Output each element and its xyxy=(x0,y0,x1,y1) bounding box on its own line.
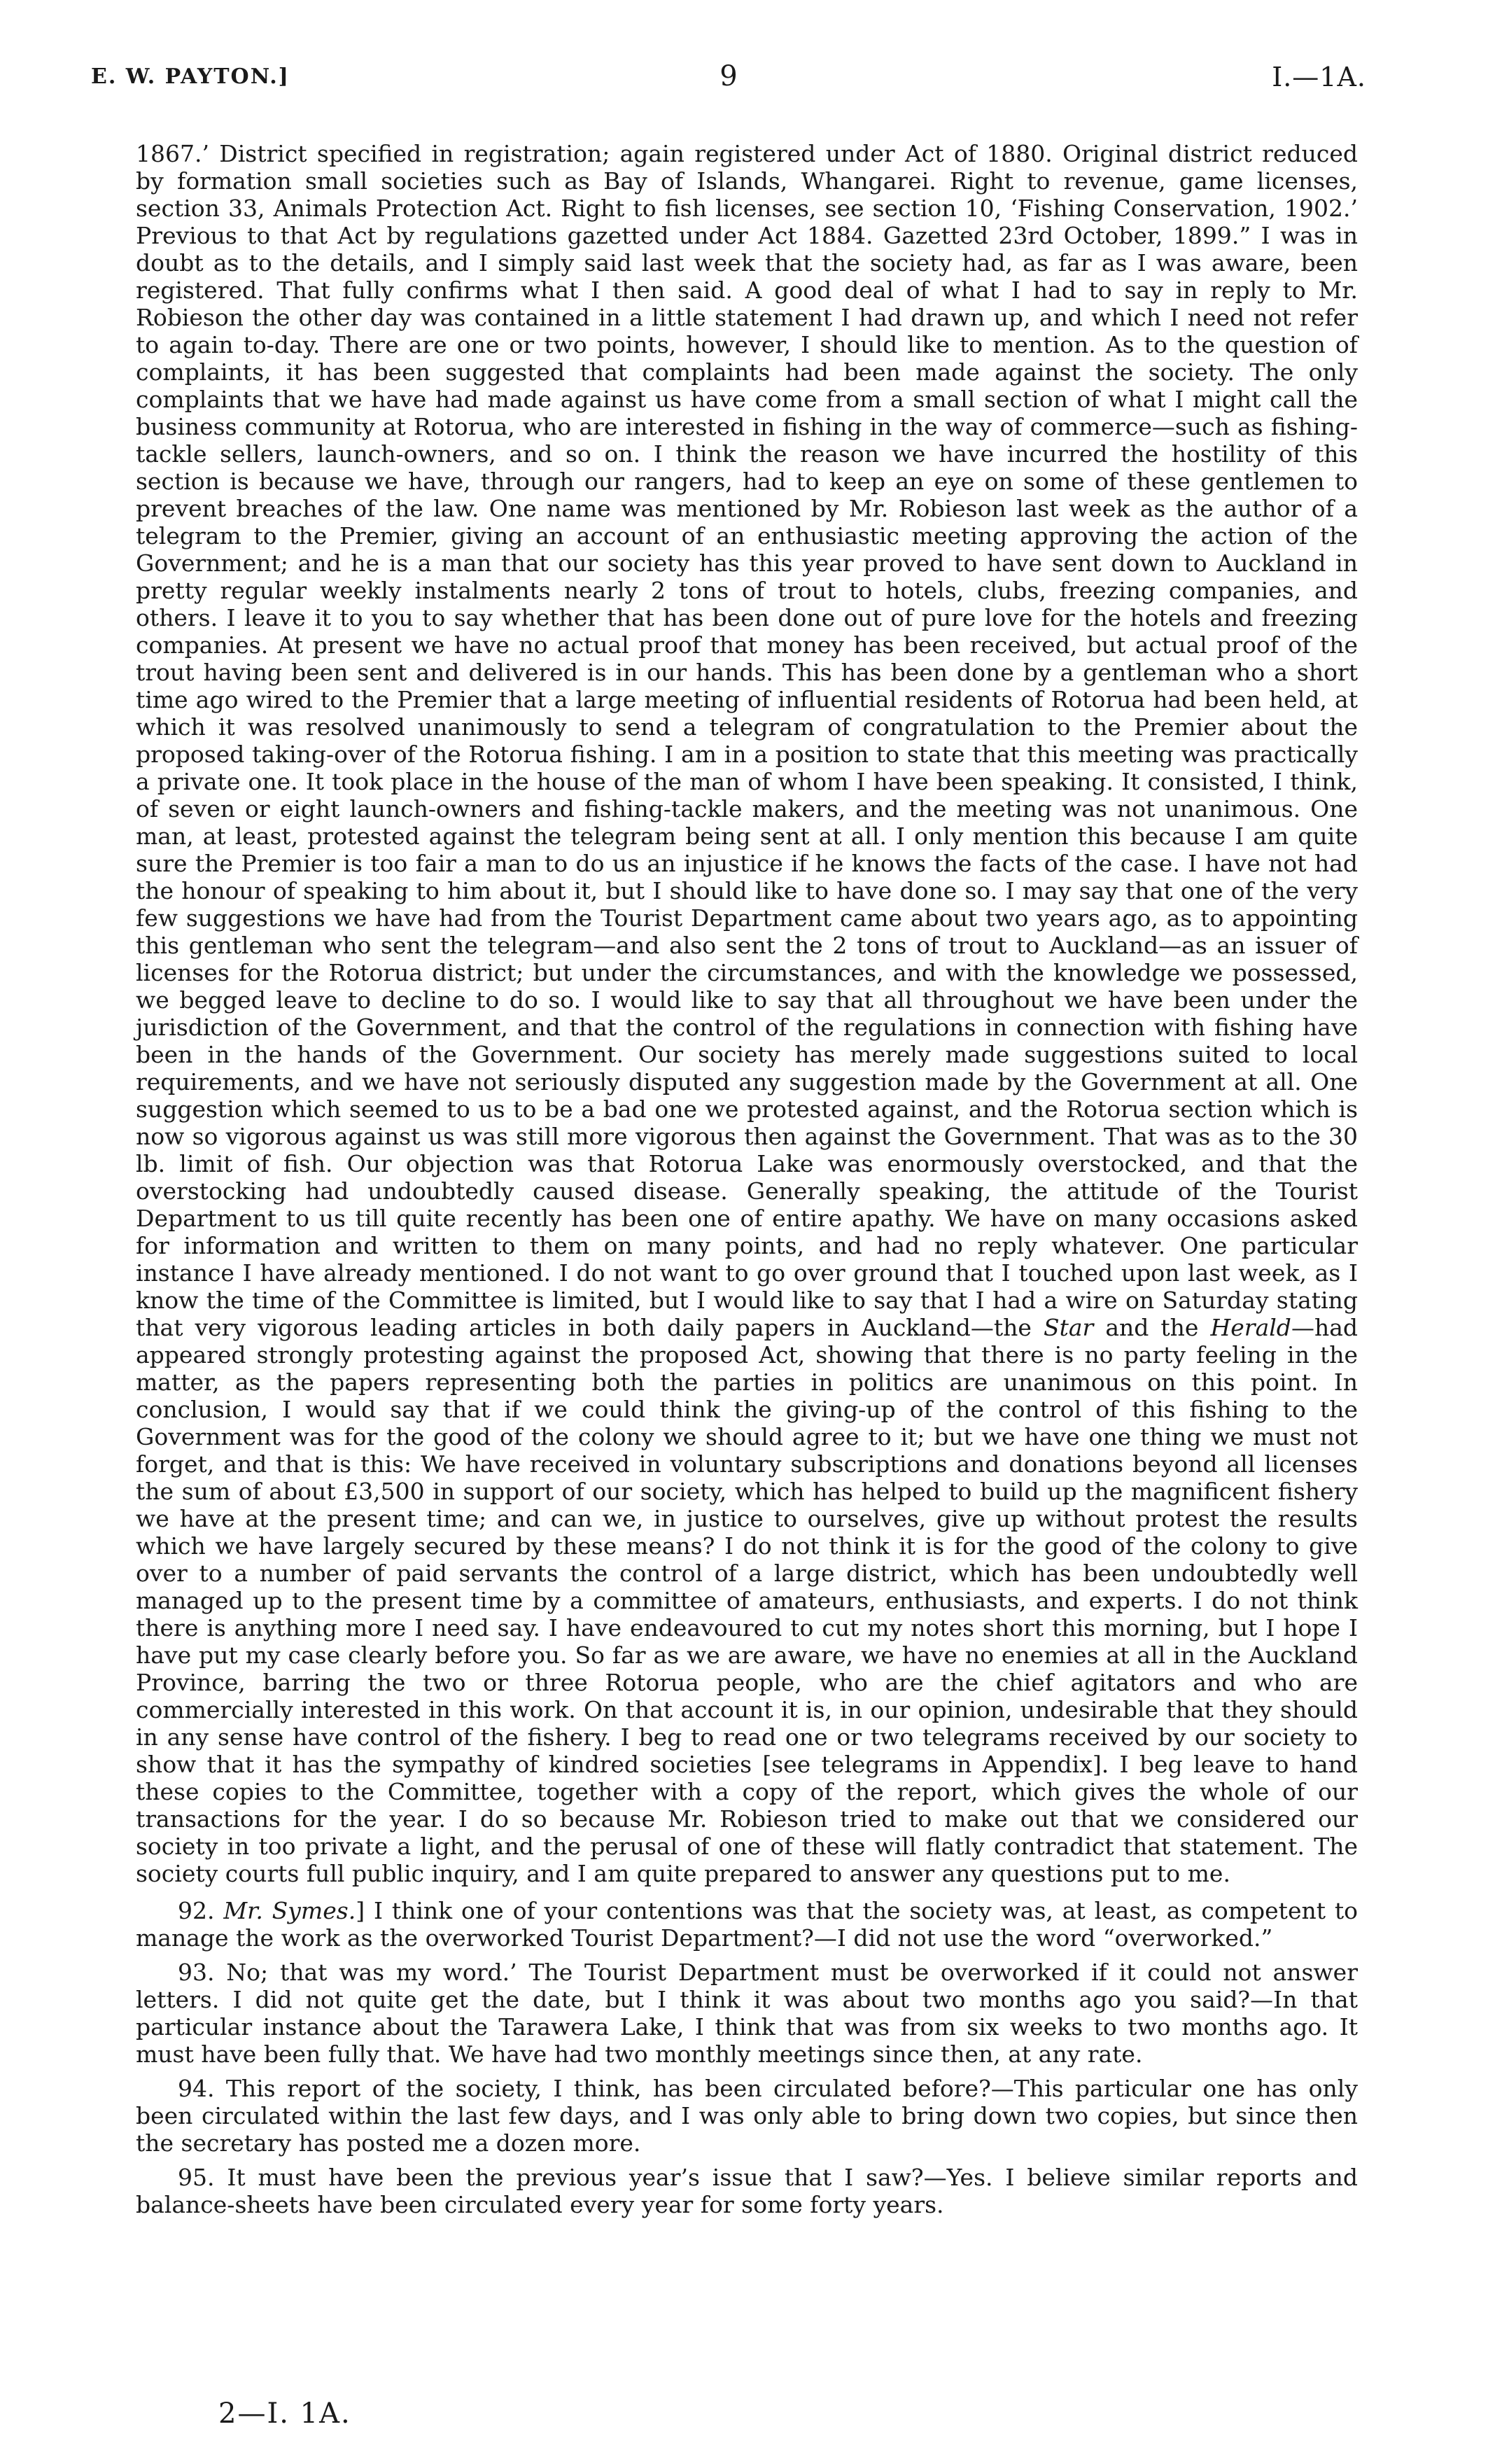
printer-signature-mark: 2—I. 1A. xyxy=(218,2398,351,2430)
statement-paragraph xyxy=(136,140,1358,1887)
question-text: It must have been the previous year’s issue that I saw?—Yes. I believe similar reports and balance-sheets have been circulated every year for some forty years. xyxy=(136,2164,1358,2218)
question-text: This report of the society, I think, has been circulated before?—This particular one has only been circulated within the last few days, and I was only able to bring down two copies, but since then the secretary has posted me a dozen more. xyxy=(136,2075,1358,2157)
question-92 xyxy=(136,1897,1358,1952)
document-body xyxy=(136,140,1358,2225)
statement-connector: and the xyxy=(1093,1314,1211,1341)
newspaper-star: Star xyxy=(1043,1314,1094,1341)
question-number: 92. xyxy=(178,1897,224,1924)
page-header xyxy=(91,60,1366,106)
question-number: 93. xyxy=(178,1959,227,1986)
page-number: 9 xyxy=(720,60,738,92)
newspaper-herald: Herald xyxy=(1210,1314,1291,1341)
header-witness-name: E. W. PAYTON.] xyxy=(91,64,290,89)
question-number: 95. xyxy=(178,2164,227,2191)
question-text: No; that was my word.’ The Tourist Department must be overworked if it could not answer letters. I did not quite get the date, but I think it was about two months ago you said?—In that particular instance about the Tarawera Lake, I think that was from six weeks to two months ago. It must have been fully that. We have had two monthly meetings since then, at any rate. xyxy=(136,1959,1358,2068)
question-number: 94. xyxy=(178,2075,226,2102)
question-95 xyxy=(136,2164,1358,2218)
question-speaker: Mr. Symes. xyxy=(223,1897,356,1924)
question-text: ] I think one of your contentions was that the society was, at least, as competent to manage the work as the overworked Tourist Department?—I did not use the word “overworked.” xyxy=(136,1897,1358,1952)
question-93 xyxy=(136,1959,1358,2068)
question-94 xyxy=(136,2075,1358,2157)
statement-text-part-2: —had appeared strongly protesting against the proposed Act, showing that there is no party feeling in the matter, as the papers representing both the parties in politics are unanimous on this point. In conclusion, I would say that if we could think the giving-up of the control of this fishing to the Government was for the good of the colony we should agree to it; but we have one thing we must not forget, and that is this: We have received in voluntary subscriptions and donations beyond all licenses the sum of about £3,500 in support of our society, which has helped to build up the magnificent fishery we have at the present time; and can we, in justice to ourselves, give up without protest the results which we have largely secured by these means? I do not think it is for the good of the colony to give over to a number of paid servants the control of a large district, which has been undoubtedly well managed up to the present time by a committee of amateurs, enthusiasts, and experts. I do not think there is anything more I need say. I have endeavoured to cut my notes short this morning, but I hope I have put my case clearly before you. So far as we are aware, we have no enemies at all in the Auckland Province, barring the two or three Rotorua people, who are the chief agitators and who are commercially interested in this work. On that account it is, in our opinion, undesirable that they should in any sense have control of the fishery. I beg to read one or two telegrams received by our society to show that it has the sympathy of kindred societies [see telegrams in Appendix]. I beg leave to hand these copies to the Committee, together with a copy of the report, which gives the whole of our transactions for the year. I do so because Mr. Robieson tried to make out that we considered our society in too private a light, and the perusal of one of these will flatly contradict that statement. The society courts full public inquiry, and I am quite prepared to answer any questions put to me. xyxy=(136,1314,1358,1887)
document-reference: I.—1A. xyxy=(1272,62,1366,92)
statement-text-part-1: 1867.’ District specified in registration; again registered under Act of 1880. Original district reduced by formation small societies such as Bay of Islands, Whangarei. Right to revenue, game licenses, section 33, Animals Protection Act. Right to fish licenses, see section 10, ‘Fishing Conservation, 1902.’ Previous to that Act by regulations gazetted under Act 1884. Gazetted 23rd October, 1899.” I was in doubt as to the details, and I simply said last week that the society had, as far as I was aware, been registered. That fully confirms what I then said. A good deal of what I had to say in reply to Mr. Robieson the other day was contained in a little statement I had drawn up, and which I need not refer to again to-day. There are one or two points, however, I should like to mention. As to the question of complaints, it has been suggested that complaints had been made against the society. The only complaints that we have had made against us have come from a small section of what I might call the business community at Rotorua, who are interested in fishing in the way of commerce—such as fishing-tackle sellers, launch-owners, and so on. I think the reason we have incurred the hostility of this section is because we have, through our rangers, had to keep an eye on some of these gentlemen to prevent breaches of the law. One name was mentioned by Mr. Robieson last week as the author of a telegram to the Premier, giving an account of an enthusiastic meeting approving the action of the Government; and he is a man that our society has this year proved to have sent down to Auckland in pretty regular weekly instalments nearly 2 tons of trout to hotels, clubs, freezing companies, and others. I leave it to you to say whether that has been done out of pure love for the hotels and freezing companies. At present we have no actual proof that money has been received, but actual proof of the trout having been sent and delivered is in our hands. This has been done by a gentleman who a short time ago wired to the Premier that a large meeting of influential residents of Rotorua had been held, at which it was resolved unanimously to send a telegram of congratulation to the Premier about the proposed taking-over of the Rotorua fishing. I am in a position to state that this meeting was practically a private one. It took place in the house of the man of whom I have been speaking. It consisted, I think, of seven or eight launch-owners and fishing-tackle makers, and the meeting was not unanimous. One man, at least, protested against the telegram being sent at all. I only mention this because I am quite sure the Premier is too fair a man to do us an injustice if he knows the facts of the case. I have not had the honour of speaking to him about it, but I should like to have done so. I may say that one of the very few suggestions we have had from the Tourist Department came about two years ago, as to appointing this gentleman who sent the telegram—and also sent the 2 tons of trout to Auckland—as an issuer of licenses for the Rotorua district; but under the circumstances, and with the knowledge we possessed, we begged leave to decline to do so. I would like to say that all throughout we have been under the jurisdiction of the Government, and that the control of the regulations in connection with fishing have been in the hands of the Government. Our society has merely made suggestions suited to local requirements, and we have not seriously disputed any suggestion made by the Government at all. One suggestion which seemed to us to be a bad one we protested against, and the Rotorua section which is now so vigorous against us was still more vigorous then against the Government. That was as to the 30 lb. limit of fish. Our objection was that Rotorua Lake was enormously overstocked, and that the overstocking had undoubtedly caused disease. Generally speaking, the attitude of the Tourist Department to us till quite recently has been one of entire apathy. We have on many occasions asked for information and written to them on many points, and had no reply whatever. One particular instance I have already mentioned. I do not want to go over ground that I touched upon last week, as I know the time of the Committee is limited, but I would like to say that I had a wire on Saturday stating that very vigorous leading articles in both daily papers in Auckland—the xyxy=(136,140,1358,1341)
